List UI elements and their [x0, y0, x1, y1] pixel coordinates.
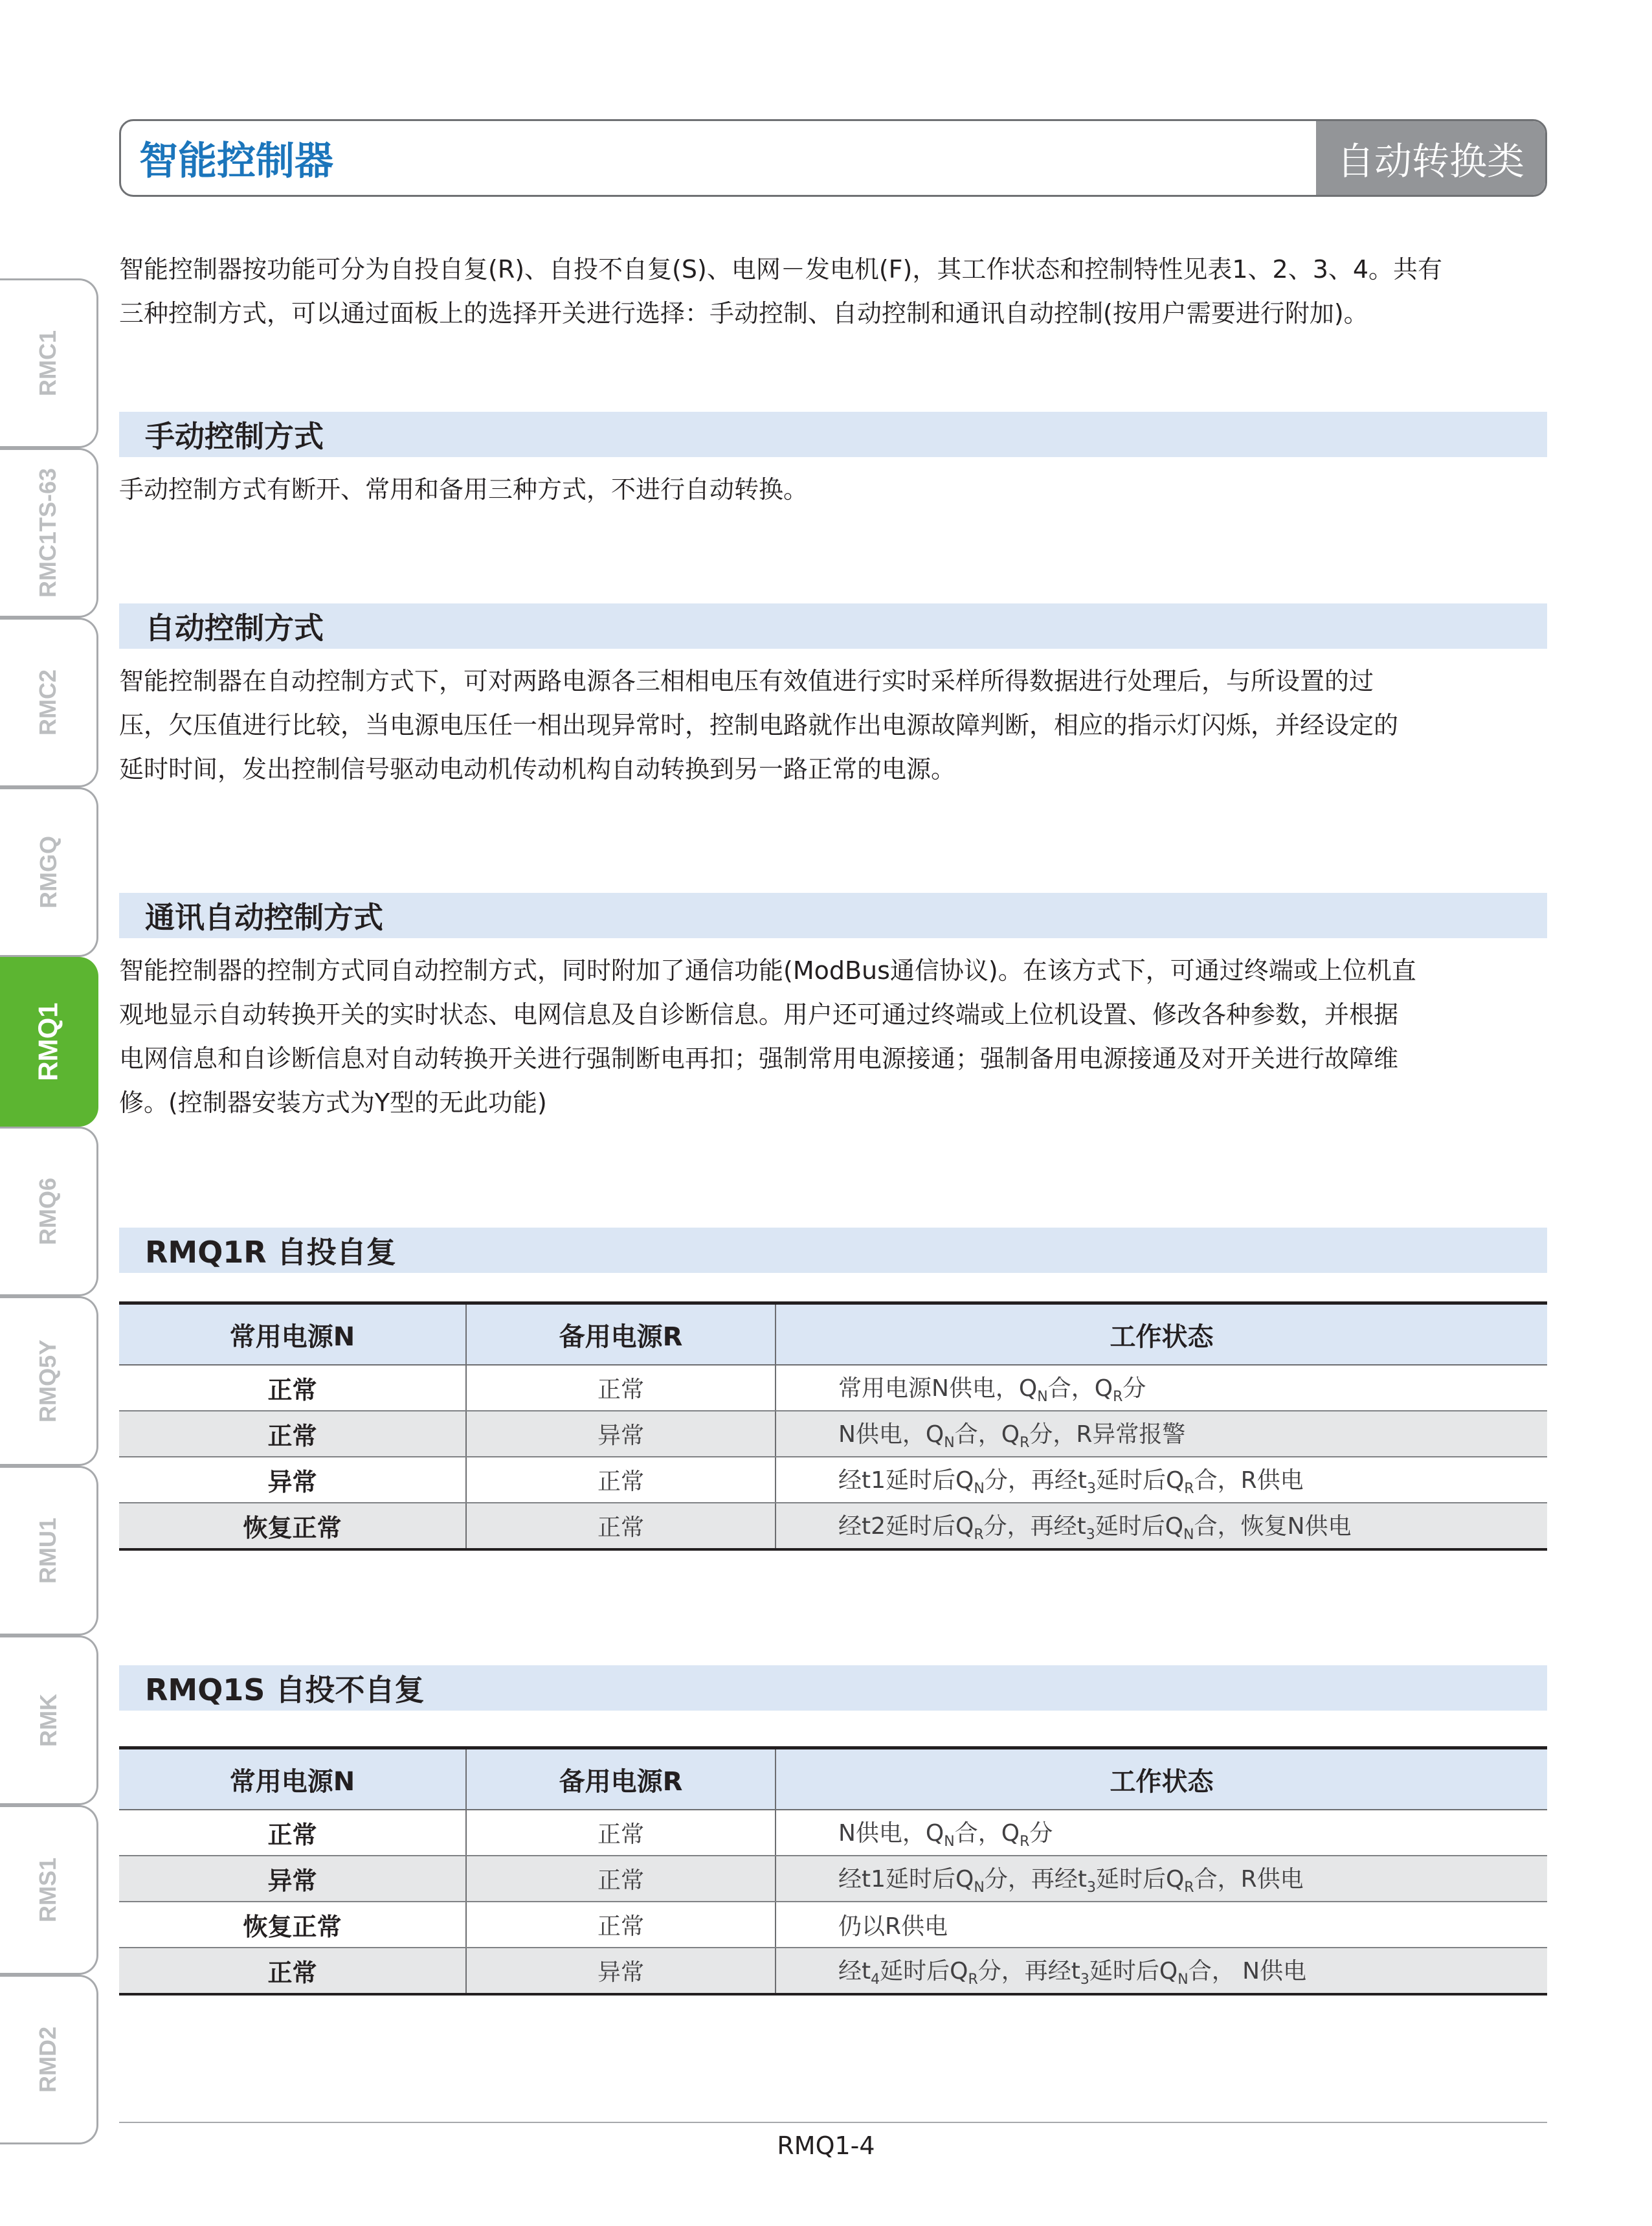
body-line: 智能控制器的控制方式同自动控制方式，同时附加了通信功能(ModBus通信协议)。在该方式下，可通过终端或上位机直	[119, 956, 1416, 985]
side-tab-rmu1[interactable]	[0, 1466, 98, 1636]
table-r-title: RMQ1R 自投自复	[119, 1228, 1547, 1273]
cell-normal-source: 异常	[119, 1856, 466, 1902]
cell-working-state	[776, 1457, 1547, 1503]
subscript: 3	[1086, 1880, 1096, 1896]
state-text: 合，R供电	[1194, 1467, 1304, 1494]
side-tab-rmc2[interactable]	[0, 618, 98, 787]
subscript: R	[1184, 1481, 1194, 1498]
intro-line: 三种控制方式，可以通过面板上的选择开关进行选择：手动控制、自动控制和通讯自动控制(按用户需要进行附加)。	[119, 299, 1368, 328]
subscript: R	[968, 1972, 978, 1988]
table-s-title: RMQ1S 自投不自复	[119, 1665, 1547, 1711]
cell-backup-source: 异常	[466, 1948, 776, 1994]
side-tab-label: RMC1TS-63	[34, 467, 61, 598]
table-rmq1r	[119, 1301, 1547, 1551]
cell-normal-source: 正常	[119, 1411, 466, 1457]
side-tab-rmq6[interactable]	[0, 1127, 98, 1296]
side-tab-label: RMS1	[34, 1857, 61, 1923]
table-row	[119, 1856, 1547, 1902]
side-tab-rmc1[interactable]	[0, 278, 98, 448]
cell-working-state	[776, 1365, 1547, 1411]
state-text: 延时后Q	[1089, 1958, 1178, 1985]
state-text: 经t1延时后Q	[838, 1467, 974, 1494]
side-tab-label: RMQ1	[32, 1002, 63, 1081]
page-header	[119, 119, 1547, 197]
state-text: 分	[1029, 1820, 1053, 1847]
column-header: 工作状态	[776, 1748, 1547, 1810]
side-tab-label: RMD2	[34, 2026, 61, 2093]
side-tab-label: RMQ6	[34, 1177, 61, 1246]
state-text: 分，再经t	[984, 1866, 1087, 1893]
state-text: 经t2延时后Q	[838, 1513, 974, 1540]
section-manual-title: 手动控制方式	[119, 412, 1547, 457]
subscript: N	[944, 1435, 955, 1452]
state-text: 合，R供电	[1194, 1866, 1304, 1893]
table-row	[119, 1503, 1547, 1549]
table-rmq1s	[119, 1746, 1547, 1996]
intro-paragraph	[119, 247, 1547, 335]
state-text: 延时后Q	[1095, 1866, 1185, 1893]
subscript: N	[974, 1880, 985, 1896]
cell-normal-source: 恢复正常	[119, 1503, 466, 1549]
cell-backup-source: 正常	[466, 1365, 776, 1411]
subscript: R	[1113, 1389, 1123, 1406]
cell-backup-source: 异常	[466, 1411, 776, 1457]
cell-working-state	[776, 1856, 1547, 1902]
column-header: 常用电源N	[119, 1748, 466, 1810]
state-text: N供电，Q	[838, 1820, 944, 1847]
side-tab-rmd2[interactable]	[0, 1975, 98, 2144]
cell-working-state	[776, 1503, 1547, 1549]
table-row	[119, 1810, 1547, 1856]
column-header: 备用电源R	[466, 1748, 776, 1810]
section-comm-title: 通讯自动控制方式	[119, 893, 1547, 938]
state-text: N供电，Q	[838, 1421, 944, 1448]
cell-backup-source: 正常	[466, 1856, 776, 1902]
table-row	[119, 1365, 1547, 1411]
cell-working-state	[776, 1411, 1547, 1457]
cell-working-state	[776, 1948, 1547, 1994]
side-tab-label: RMC2	[34, 669, 61, 736]
table-row	[119, 1411, 1547, 1457]
cell-backup-source: 正常	[466, 1457, 776, 1503]
side-tab-rmq5y[interactable]	[0, 1296, 98, 1466]
body-line: 延时时间，发出控制信号驱动电动机传动机构自动转换到另一路正常的电源。	[119, 755, 956, 783]
state-text: 分，再经t	[984, 1467, 1087, 1494]
subscript: N	[1183, 1527, 1194, 1544]
subscript: N	[1178, 1972, 1189, 1988]
column-header: 备用电源R	[466, 1303, 776, 1366]
cell-normal-source: 正常	[119, 1948, 466, 1994]
subscript: N	[1037, 1389, 1048, 1406]
state-text: 分，再经t	[983, 1513, 1086, 1540]
category-label: 自动转换类	[1316, 121, 1545, 195]
column-header: 工作状态	[776, 1303, 1547, 1366]
subscript: R	[1020, 1435, 1030, 1452]
state-text: 仍以R供电	[838, 1913, 948, 1940]
state-text: 合，Q	[954, 1421, 1020, 1448]
cell-backup-source: 正常	[466, 1902, 776, 1948]
side-tab-rmk[interactable]	[0, 1636, 98, 1805]
section-auto-body	[119, 659, 1547, 791]
body-line: 智能控制器在自动控制方式下，可对两路电源各三相相电压有效值进行实时采样所得数据进行处理后，与所设置的过	[119, 667, 1374, 695]
state-text: 经t1延时后Q	[838, 1866, 974, 1893]
table-row	[119, 1948, 1547, 1994]
state-text: 分，R异常报警	[1029, 1421, 1186, 1448]
column-header: 常用电源N	[119, 1303, 466, 1366]
body-line: 电网信息和自诊断信息对自动转换开关进行强制断电再扣；强制常用电源接通；强制备用电源接通及对开关进行故障维	[119, 1044, 1399, 1073]
section-comm-body	[119, 949, 1547, 1125]
cell-backup-source: 正常	[466, 1810, 776, 1856]
section-auto-title: 自动控制方式	[119, 603, 1547, 649]
state-text: 合，Q	[1047, 1375, 1113, 1402]
cell-working-state	[776, 1810, 1547, 1856]
intro-line: 智能控制器按功能可分为自投自复(R)、自投不自复(S)、电网－发电机(F)，其工作状态和控制特性见表1、2、3、4。共有	[119, 255, 1443, 284]
subscript: 3	[1080, 1972, 1089, 1988]
cell-working-state	[776, 1902, 1547, 1948]
cell-normal-source: 正常	[119, 1810, 466, 1856]
side-tab-rmgq[interactable]	[0, 787, 98, 957]
cell-normal-source: 异常	[119, 1457, 466, 1503]
table-row	[119, 1902, 1547, 1948]
state-text: 延时后Q	[1095, 1513, 1184, 1540]
body-line: 手动控制方式有断开、常用和备用三种方式，不进行自动转换。	[119, 475, 809, 504]
cell-backup-source: 正常	[466, 1503, 776, 1549]
subscript: R	[1184, 1880, 1194, 1896]
subscript: 3	[1086, 1527, 1095, 1544]
side-tab-label: RMQ5Y	[34, 1339, 61, 1423]
footer-divider	[119, 2122, 1547, 2123]
table-header-row	[119, 1748, 1547, 1810]
page-number: RMQ1-4	[777, 2131, 875, 2160]
cell-normal-source: 恢复正常	[119, 1902, 466, 1948]
state-text: 分	[1122, 1375, 1146, 1402]
subscript: N	[974, 1481, 985, 1498]
state-text: 经t	[838, 1958, 871, 1985]
state-text: 合，恢复N供电	[1194, 1513, 1352, 1540]
state-text: 延时后Q	[880, 1958, 968, 1985]
state-text: 分，再经t	[977, 1958, 1080, 1985]
state-text: 合，Q	[954, 1820, 1020, 1847]
body-line: 压，欠压值进行比较，当电源电压任一相出现异常时，控制电路就作出电源故障判断，相应的指示灯闪烁，并经设定的	[119, 711, 1399, 739]
side-tab-label: RMK	[34, 1694, 61, 1747]
table-row	[119, 1457, 1547, 1503]
subscript: 4	[871, 1972, 880, 1988]
side-tab-rms1[interactable]	[0, 1805, 98, 1975]
table-header-row	[119, 1303, 1547, 1366]
subscript: R	[974, 1527, 984, 1544]
page-title: 智能控制器	[139, 139, 333, 184]
side-tab-label: RMU1	[34, 1517, 61, 1584]
body-line: 修。(控制器安装方式为Y型的无此功能)	[119, 1088, 547, 1117]
side-tab-label: RMGQ	[34, 836, 61, 908]
state-text: 合， N供电	[1188, 1958, 1307, 1985]
subscript: N	[944, 1834, 955, 1850]
cell-normal-source: 正常	[119, 1365, 466, 1411]
side-tab-label: RMC1	[34, 330, 61, 397]
state-text: 延时后Q	[1095, 1467, 1185, 1494]
side-tab-rmc1ts-63[interactable]	[0, 448, 98, 618]
side-tab-rmq1[interactable]	[0, 957, 98, 1127]
body-line: 观地显示自动转换开关的实时状态、电网信息及自诊断信息。用户还可通过终端或上位机设置、修改各种参数，并根据	[119, 1000, 1399, 1029]
subscript: 3	[1086, 1481, 1096, 1498]
subscript: R	[1020, 1834, 1030, 1850]
section-manual-body	[119, 467, 1547, 512]
state-text: 常用电源N供电，Q	[838, 1375, 1038, 1402]
